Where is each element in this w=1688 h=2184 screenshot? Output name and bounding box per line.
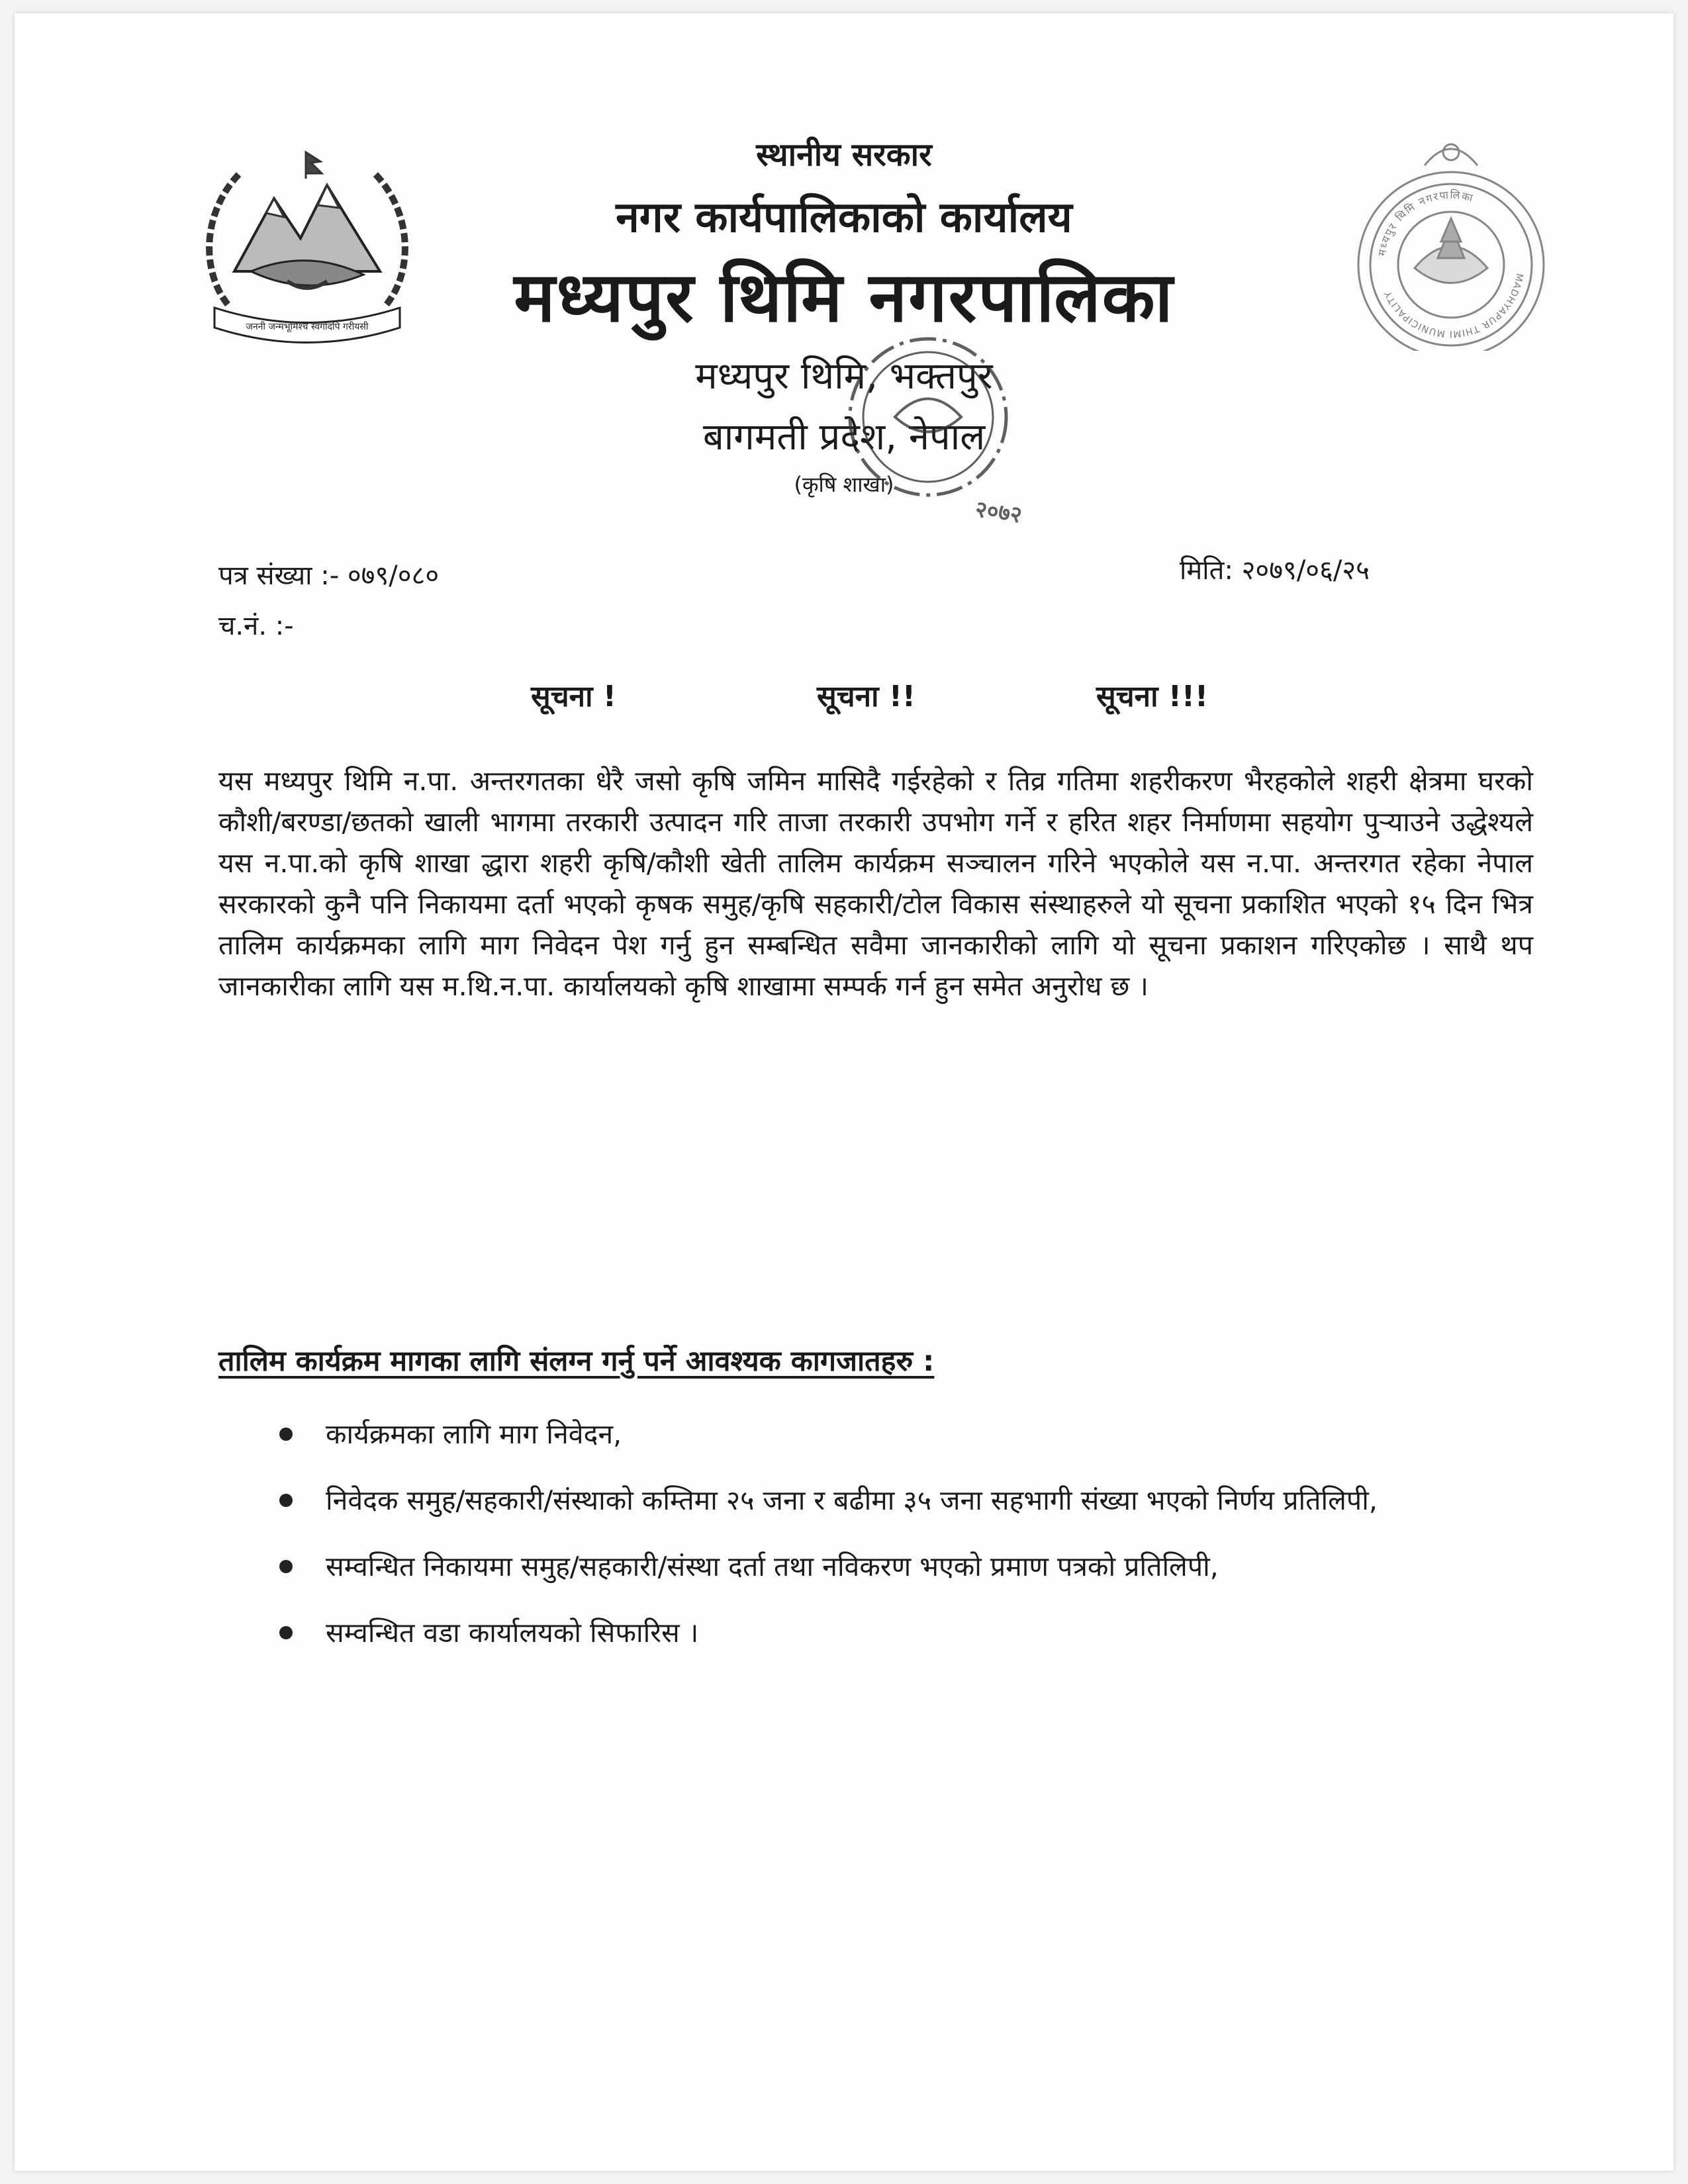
requirements-list: [279, 1413, 1537, 1678]
office-round-stamp-icon: [829, 318, 1041, 529]
notice-label-3: सूचना !!!: [1096, 680, 1209, 713]
header-address-line1: मध्यपुर थिमि, भक्तपुर: [695, 355, 993, 398]
list-item: [279, 1612, 1537, 1654]
reference-block: [218, 551, 439, 651]
letter-number: पत्र संख्या :- ०७९/०८०: [218, 561, 440, 591]
list-item-text: सम्वन्धित निकायमा समुह/सहकारी/संस्था दर्ता तथा नविकरण भएको प्रमाण पत्रको प्रतिलिपी,: [326, 1551, 1219, 1582]
list-item: [279, 1479, 1537, 1522]
notice-heading-row: [15, 675, 1673, 721]
bullet-icon: [279, 1494, 293, 1507]
list-item-text: निवेदक समुह/सहकारी/संस्थाको कम्तिमा २५ जना र बढीमा ३५ जना सहभागी संख्या भएको निर्णय प्रतिलिपी,: [326, 1484, 1378, 1516]
notice-body-paragraph: यस मध्यपुर थिमि न.पा. अन्तरगतका धेरै जसो कृषि जमिन मासिदै गईरहेको र तिव्र गतिमा शहरीकरण भैरहकोले शहरी क्षेत्रमा घरको कौशी/बरण्डा/छतको खाली भागमा तरकारी उत्पादन गरि ताजा तरकारी उपभोग गर्ने र हरित शहर निर्माणमा सहयोग पुऱ्याउने उद्धेश्यले यस न.पा.को कृषि शाखा द्धारा शहरी कृषि/कौशी खेती तालिम कार्यक्रम सञ्चालन गरिने भएकोले यस न.पा. अन्तरगत रहेका नेपाल सरकारको कुनै पनि निकायमा दर्ता भएको कृषक समुह/कृषि सहकारी/टोल विकास संस्थाहरुले यो सूचना प्रकाशित भएको १५ दिन भित्र तालिम कार्यक्रमका लागि माग निवेदन पेश गर्नु हुन सम्बन्धित सवैमा जानकारीको लागि यो सूचना प्रकाशन गरिएकोछ । साथै थप जानकारीका लागि यस म.थि.न.पा. कार्यालयको कृषि शाखामा सम्पर्क गर्न हुन समेत अनुरोध छ ।: [218, 765, 1533, 1002]
header-local-government: स्थानीय सरकार: [756, 136, 932, 173]
bullet-icon: [279, 1428, 293, 1441]
list-item-text: कार्यक्रमका लागि माग निवेदन,: [326, 1418, 622, 1450]
bullet-icon: [279, 1560, 293, 1573]
stamp-year: २०७२: [973, 496, 1024, 529]
notice-label-2: सूचना !!: [817, 680, 915, 713]
logo-ring-text: मध्यपुर थिमि नगरपालिका: [1375, 188, 1476, 257]
header-municipality: मध्यपुर थिमि नगरपालिका: [514, 257, 1174, 338]
header-address-line2: बागमती प्रदेश, नेपाल: [702, 416, 986, 459]
header-office: नगर कार्यपालिकाको कार्यालय: [616, 193, 1072, 242]
emblem-motto: जननी जन्मभूमिश्च स्वर्गादपि गरीयसी: [246, 322, 369, 332]
bullet-icon: [279, 1626, 293, 1639]
list-item: [279, 1545, 1537, 1588]
dispatch-number: च.नं. :-: [218, 611, 294, 641]
header-section: (कृषि शाखा): [794, 472, 894, 497]
letter-page: [15, 13, 1673, 2171]
requirements-heading: तालिम कार्यक्रम मागका लागि संलग्न गर्नु पर्ने आवश्यक कागजातहरु :: [218, 1345, 935, 1378]
notice-label-1: सूचना !: [531, 680, 616, 713]
letter-date: मिति: २०७९/०६/२५: [1180, 555, 1370, 586]
list-item-text: सम्वन्धित वडा कार्यालयको सिफारिस ।: [326, 1617, 699, 1649]
logo-ring-text-en: MADHYAPUR THIMI MUNICIPALITY: [1382, 272, 1525, 340]
list-item: [279, 1413, 1537, 1455]
